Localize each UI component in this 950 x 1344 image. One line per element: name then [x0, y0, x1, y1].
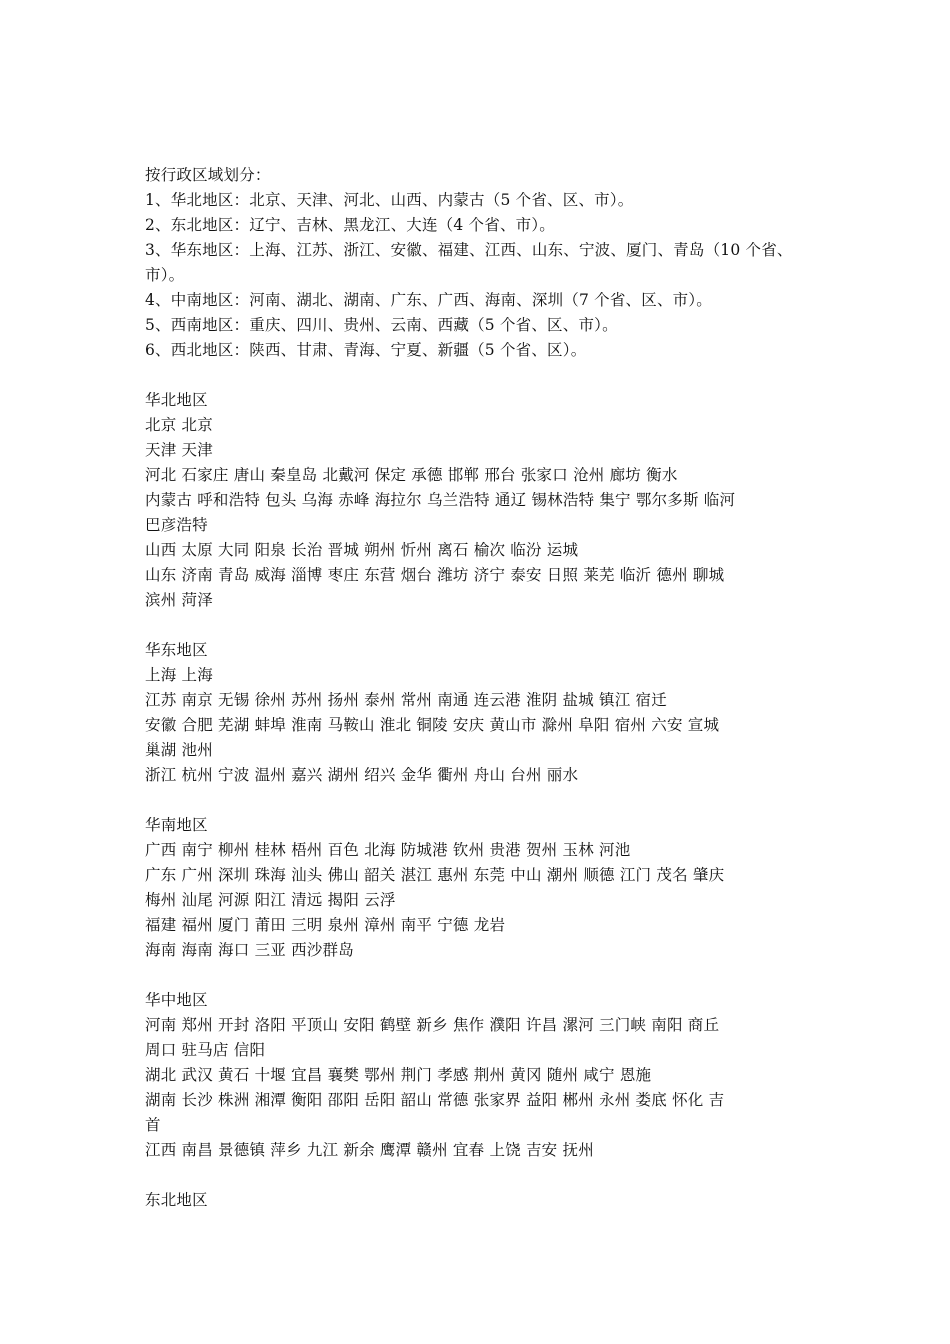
- city-line: 湖南 长沙 株洲 湘潭 衡阳 邵阳 岳阳 韶山 常德 张家界 益阳 郴州 永州 娄底 怀化 吉: [145, 1091, 725, 1109]
- section-south-china: [145, 813, 808, 963]
- city-line: 河北 石家庄 唐山 秦皇岛 北戴河 保定 承德 邯郸 邢台 张家口 沧州 廊坊 衡水: [145, 466, 678, 484]
- section-north-china: [145, 388, 808, 613]
- section-title: 华东地区: [145, 641, 208, 659]
- division-line: 5、西南地区：重庆、四川、贵州、云南、西藏（5 个省、区、市）。: [145, 316, 618, 334]
- city-line: 江西 南昌 景德镇 萍乡 九江 新余 鹰潭 赣州 宜春 上饶 吉安 抚州: [145, 1141, 594, 1159]
- section-title: 华中地区: [145, 991, 208, 1009]
- section-east-china: [145, 638, 808, 788]
- city-line: 天津 天津: [145, 441, 213, 459]
- section-central-china: [145, 988, 808, 1163]
- division-list: [145, 188, 808, 363]
- city-line: 广西 南宁 柳州 桂林 梧州 百色 北海 防城港 钦州 贵港 贺州 玉林 河池: [145, 841, 631, 859]
- section-title: 华南地区: [145, 816, 208, 834]
- division-line: 6、西北地区：陕西、甘肃、青海、宁夏、新疆（5 个省、区）。: [145, 341, 587, 359]
- city-line: 福建 福州 厦门 莆田 三明 泉州 漳州 南平 宁德 龙岩: [145, 916, 506, 934]
- city-line: 广东 广州 深圳 珠海 汕头 佛山 韶关 湛江 惠州 东莞 中山 潮州 顺德 江门 茂名 肇庆: [145, 866, 725, 884]
- division-line: 2、东北地区：辽宁、吉林、黑龙江、大连（4 个省、市）。: [145, 216, 556, 234]
- doc-heading: 按行政区域划分：: [145, 166, 271, 184]
- city-line: 湖北 武汉 黄石 十堰 宜昌 襄樊 鄂州 荆门 孝感 荆州 黄冈 随州 咸宁 恩施: [145, 1066, 652, 1084]
- spacer: [145, 613, 808, 638]
- city-line: 巴彦浩特: [145, 516, 208, 534]
- city-line: 内蒙古 呼和浩特 包头 乌海 赤峰 海拉尔 乌兰浩特 通辽 锡林浩特 集宁 鄂尔多斯 临河: [145, 491, 736, 509]
- city-line: 安徽 合肥 芜湖 蚌埠 淮南 马鞍山 淮北 铜陵 安庆 黄山市 滁州 阜阳 宿州 六安 宣城: [145, 716, 720, 734]
- section-northeast-china: [145, 1188, 808, 1213]
- spacer: [145, 788, 808, 813]
- division-line: 3、华东地区：上海、江苏、浙江、安徽、福建、江西、山东、宁波、厦门、青岛（10 个省、: [145, 241, 793, 259]
- division-line: 市）。: [145, 266, 185, 284]
- city-line: 巢湖 池州: [145, 741, 213, 759]
- section-title: 华北地区: [145, 391, 208, 409]
- division-line: 1、华北地区：北京、天津、河北、山西、内蒙古（5 个省、区、市）。: [145, 191, 634, 209]
- city-line: 北京 北京: [145, 416, 213, 434]
- city-line: 山东 济南 青岛 威海 淄博 枣庄 东营 烟台 潍坊 济宁 泰安 日照 莱芜 临沂 德州 聊城: [145, 566, 725, 584]
- city-line: 首: [145, 1116, 161, 1134]
- spacer: [145, 1163, 808, 1188]
- city-line: 上海 上海: [145, 666, 213, 684]
- city-line: 梅州 汕尾 河源 阳江 清远 揭阳 云浮: [145, 891, 396, 909]
- city-line: 滨州 菏泽: [145, 591, 213, 609]
- city-line: 浙江 杭州 宁波 温州 嘉兴 湖州 绍兴 金华 衢州 舟山 台州 丽水: [145, 766, 579, 784]
- city-line: 周口 驻马店 信阳: [145, 1041, 266, 1059]
- section-title: 东北地区: [145, 1191, 208, 1209]
- city-line: 山西 太原 大同 阳泉 长治 晋城 朔州 忻州 离石 榆次 临汾 运城: [145, 541, 579, 559]
- division-line: 4、中南地区：河南、湖北、湖南、广东、广西、海南、深圳（7 个省、区、市）。: [145, 291, 713, 309]
- city-line: 江苏 南京 无锡 徐州 苏州 扬州 泰州 常州 南通 连云港 淮阴 盐城 镇江 宿迁: [145, 691, 667, 709]
- spacer: [145, 963, 808, 988]
- city-line: 河南 郑州 开封 洛阳 平顶山 安阳 鹤壁 新乡 焦作 濮阳 许昌 漯河 三门峡 南阳 商丘: [145, 1016, 720, 1034]
- spacer: [145, 363, 808, 388]
- city-line: 海南 海南 海口 三亚 西沙群岛: [145, 941, 354, 959]
